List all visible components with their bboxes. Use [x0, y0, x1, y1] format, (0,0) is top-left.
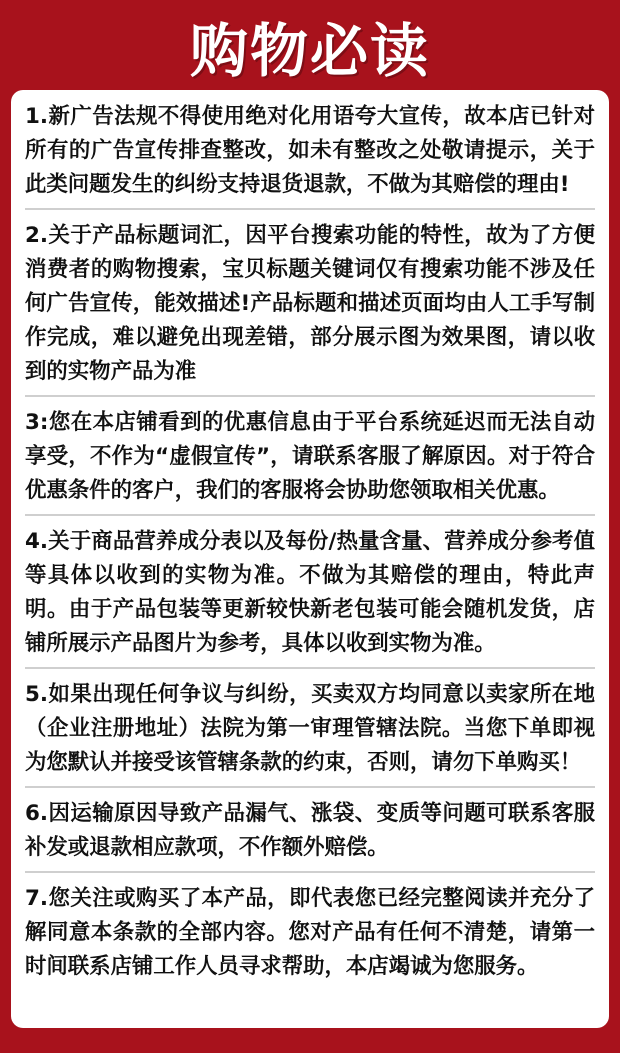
page-title: 购物必读 [189, 17, 430, 85]
clause-7: 7.您关注或购买了本产品，即代表您已经完整阅读并充分了解同意本条款的全部内容。您对产品有任何不清楚，请第一时间联系店铺工作人员寻求帮助，本店竭诚为您服务。 [25, 886, 595, 979]
clause-1: 1.新广告法规不得使用绝对化用语夸大宣传，故本店已针对所有的广告宣传排查整改，如未有整改之处敬请提示，关于此类问题发生的纠纷支持退货退款，不做为其赔偿的理由! [25, 100, 595, 210]
clause-3: 3:您在本店铺看到的优惠信息由于平台系统延迟而无法自动享受，不作为“虚假宣传”，请联系客服了解原因。对于符合优惠条件的客户，我们的客服将会协助您领取相关优惠。 [25, 406, 595, 516]
notice-panel [11, 90, 609, 1028]
clause-2: 2.关于产品标题词汇，因平台搜索功能的特性，故为了方便消费者的购物搜索，宝贝标题关键词仅有搜索功能不涉及任何广告宣传，能效描述!产品标题和描述页面均由人工手写制作完成，难以避免出现差错，部分展示图为效果图，请以收到的实物产品为准 [25, 219, 595, 397]
clause-6: 6.因运输原因导致产品漏气、涨袋、变质等问题可联系客服补发或退款相应款项，不作额外赔偿。 [25, 797, 595, 873]
clause-4: 4.关于商品营养成分表以及每份/热量含量、营养成分参考值等具体以收到的实物为准。不做为其赔偿的理由，特此声明。由于产品包装等更新较快新老包装可能会随机发货，店铺所展示产品图片为参考，具体以收到实物为准。 [25, 525, 595, 669]
clause-5: 5.如果出现任何争议与纠纷，买卖双方均同意以卖家所在地（企业注册地址）法院为第一审理管辖法院。当您下单即视为您默认并接受该管辖条款的约束，否则，请勿下单购买！ [25, 678, 595, 788]
